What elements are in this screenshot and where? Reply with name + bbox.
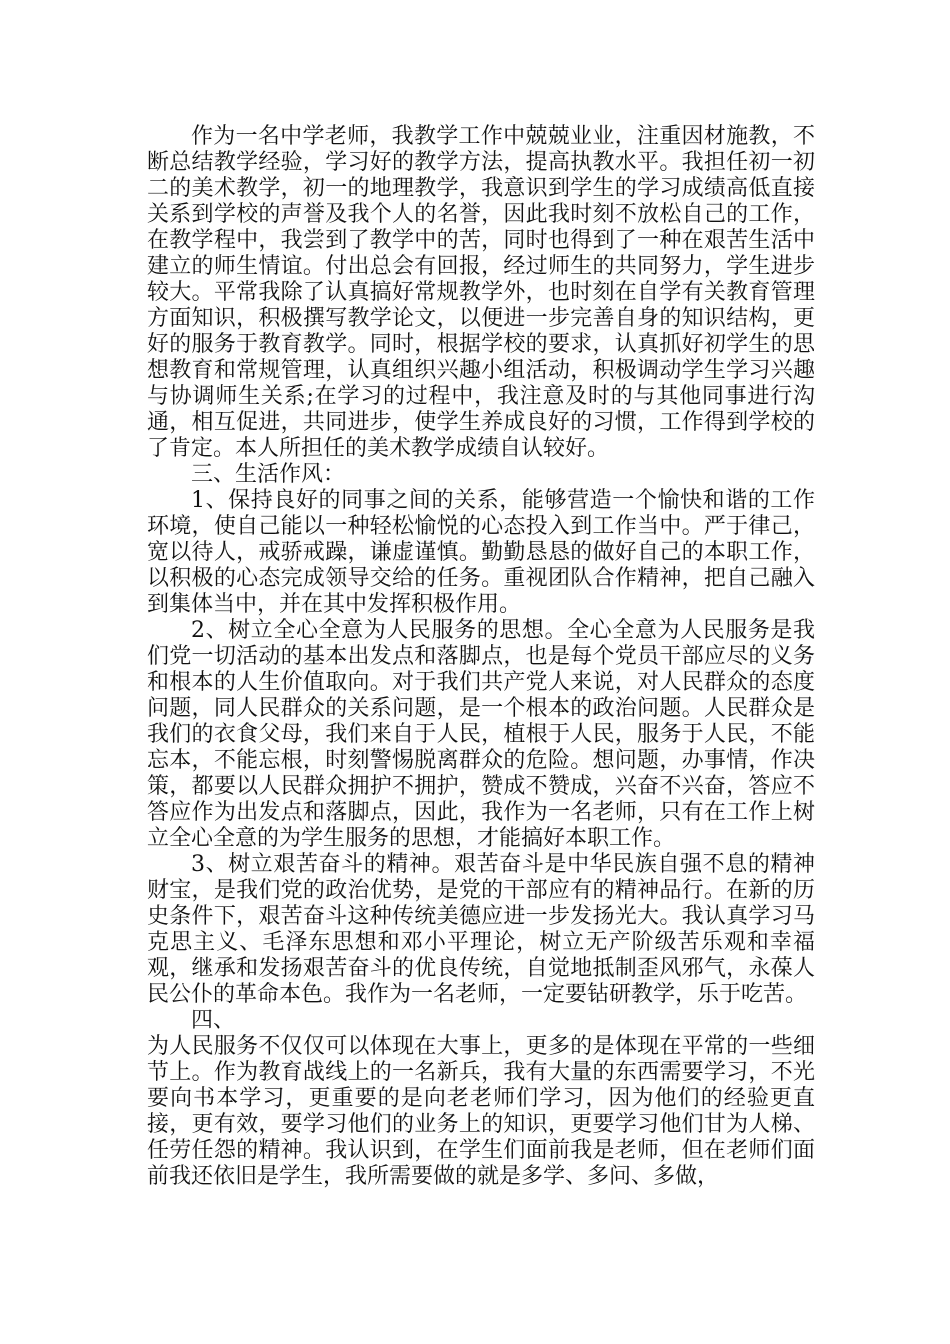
section-heading-four: 四、 (191, 1008, 236, 1033)
paragraph-serve-details: 为人民服务不仅仅可以体现在大事上，更多的是体现在平常的一些细节上。作为教育战线上的一名新兵，我有大量的东西需要学习，不光要向书本学习，更重要的是向老老师们学习，因为他们的经验更直接，更有效，要学习他们的业务上的知识，更要学习他们甘为人梯、任劳任怨的精神。我认识到，在学生们面前我是老师，但在老师们面前我还依旧是学生，我所需要做的就是多学、多问、多做， (147, 1034, 815, 1189)
paragraph-teaching-work: 作为一名中学老师，我教学工作中兢兢业业，注重因材施教，不断总结教学经验，学习好的教学方法，提高执教水平。我担任初一初二的美术教学，初一的地理教学，我意识到学生的学习成绩高低直接关系到学校的声誉及我个人的名誉，因此我时刻不放松自己的工作，在教学程中，我尝到了教学中的苦，同时也得到了一种在艰苦生活中建立的师生情谊。付出总会有回报，经过师生的共同努力，学生进步较大。平常我除了认真搞好常规教学外，也时刻在自学有关教育管理方面知识，积极撰写教学论文，以便进一步完善自身的知识结构，更好的服务于教育教学。同时，根据学校的要求，认真抓好初学生的思想教育和常规管理，认真组织兴趣小组活动，积极调动学生学习兴趣与协调师生关系;在学习的过程中，我注意及时的与其他同事进行沟通，相互促进，共同进步，使学生养成良好的习惯，工作得到学校的了肯定。本人所担任的美术教学成绩自认较好。 (147, 124, 815, 461)
paragraph-colleague-relations: 1、保持良好的同事之间的关系，能够营造一个愉快和谐的工作环境，使自己能以一种轻松愉悦的心态投入到工作当中。严于律己，宽以待人，戒骄戒躁，谦虚谨慎。勤勤恳恳的做好自己的本职工作，以积极的心态完成领导交给的任务。重视团队合作精神，把自己融入到集体当中，并在其中发挥积极作用。 (147, 488, 815, 617)
document-body (147, 124, 815, 1190)
section-heading-life-style: 三、生活作风： (191, 462, 346, 487)
paragraph-hard-work: 3、树立艰苦奋斗的精神。艰苦奋斗是中华民族自强不息的精神财宝，是我们党的政治优势，是党的干部应有的精神品行。在新的历史条件下，艰苦奋斗这种传统美德应进一步发扬光大。我认真学习马克思主义、毛泽东思想和邓小平理论，树立无产阶级苦乐观和幸福观，继承和发扬艰苦奋斗的优良传统，自觉地抵制歪风邪气，永葆人民公仆的革命本色。我作为一名老师，一定要钻研教学，乐于吃苦。 (147, 852, 815, 1007)
paragraph-serve-people: 2、树立全心全意为人民服务的思想。全心全意为人民服务是我们党一切活动的基本出发点和落脚点，也是每个党员干部应尽的义务和根本的人生价值取向。对于我们共产党人来说，对人民群众的态度问题，同人民群众的关系问题，是一个根本的政治问题。人民群众是我们的衣食父母，我们来自于人民，植根于人民，服务于人民，不能忘本，不能忘根，时刻警惕脱离群众的危险。想问题，办事情，作决策，都要以人民群众拥护不拥护，赞成不赞成，兴奋不兴奋，答应不答应作为出发点和落脚点，因此，我作为一名老师，只有在工作上树立全心全意的为学生服务的思想，才能搞好本职工作。 (147, 618, 815, 851)
